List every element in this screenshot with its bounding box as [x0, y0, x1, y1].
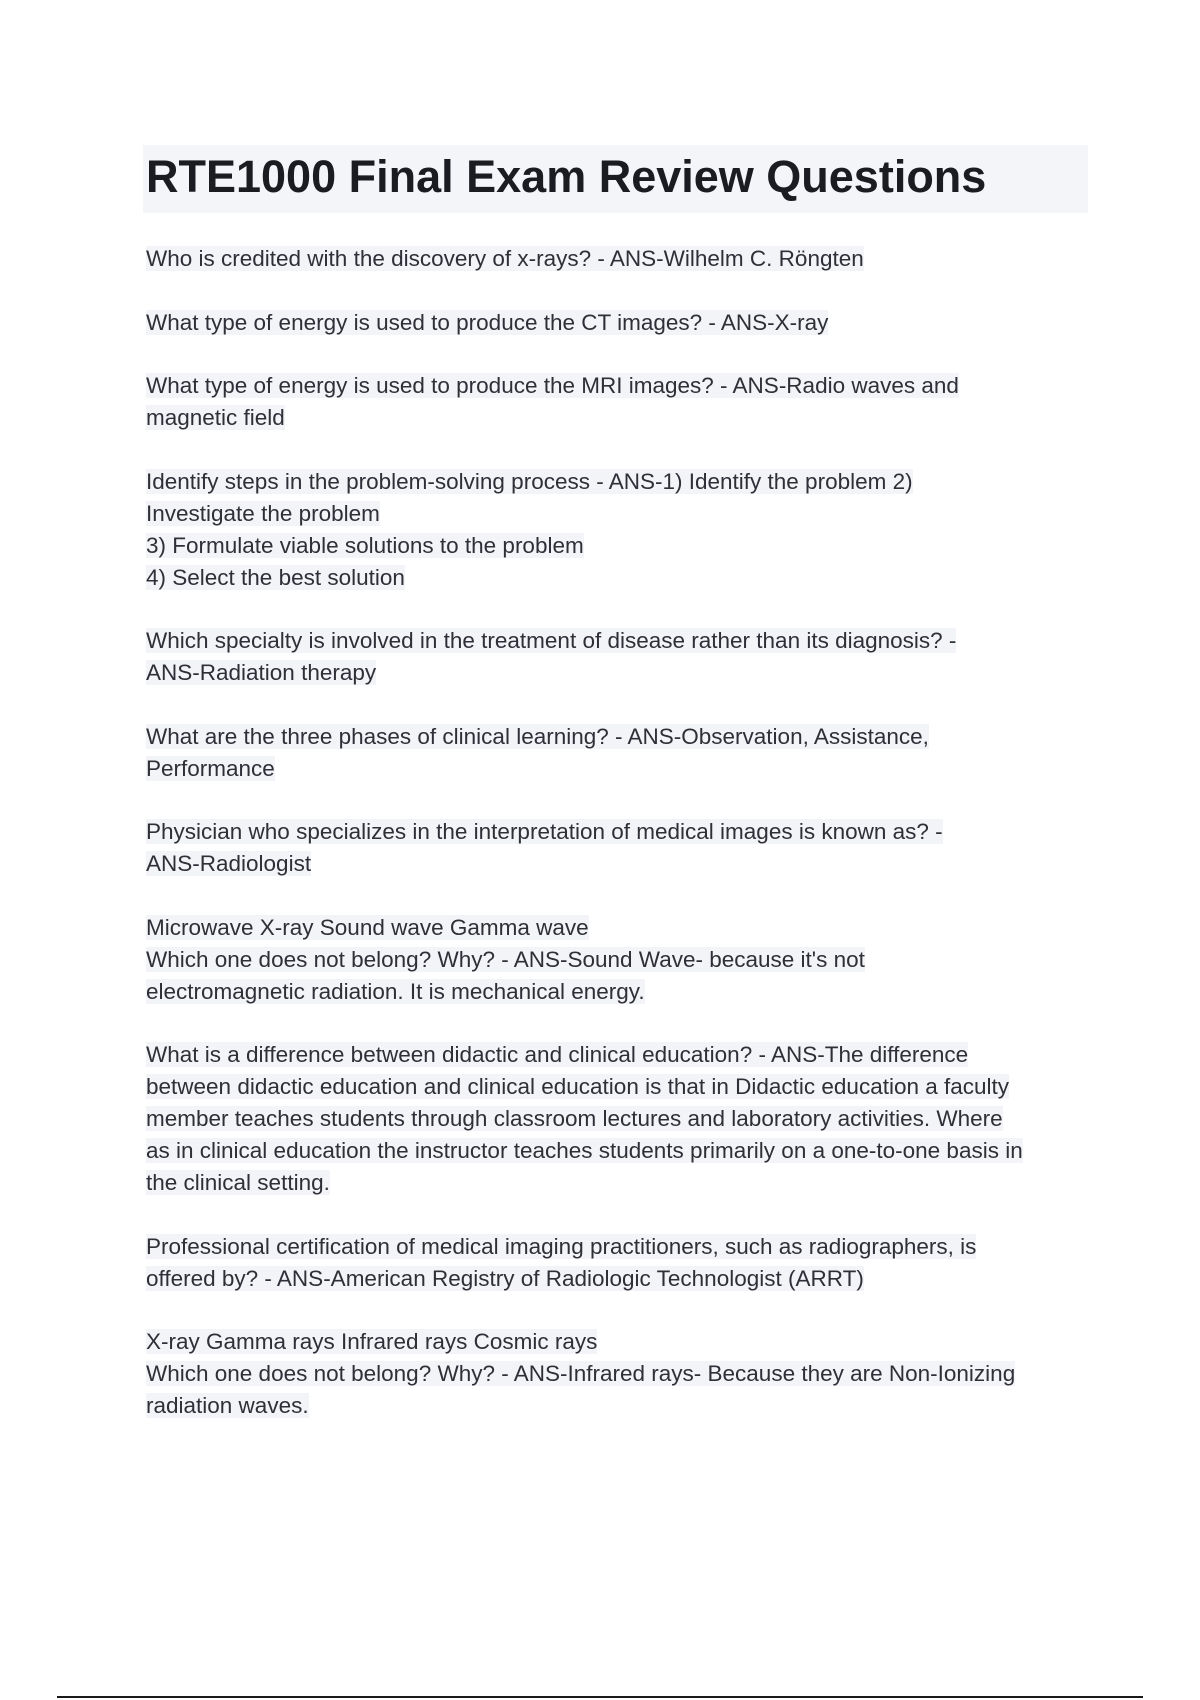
qa-item — [146, 1326, 1091, 1422]
qa-line — [146, 1263, 1091, 1295]
qa-line-text: Which specialty is involved in the treatment of disease rather than its diagnosis? - — [146, 628, 957, 653]
qa-line — [146, 307, 1091, 339]
qa-line-text: radiation waves. — [146, 1393, 309, 1418]
qa-line — [146, 816, 1091, 848]
qa-item — [146, 912, 1091, 1008]
qa-line-text: 3) Formulate viable solutions to the problem — [146, 532, 584, 558]
qa-line-text: 4) Select the best solution — [146, 564, 405, 590]
qa-line-text: What are the three phases of clinical learning? - ANS-Observation, Assistance, — [146, 723, 929, 749]
qa-item — [146, 721, 1091, 785]
qa-line — [146, 625, 1091, 657]
page-title: RTE1000 Final Exam Review Questions — [146, 151, 987, 202]
qa-line-text: magnetic field — [146, 405, 285, 430]
qa-line-text: Which one does not belong? Why? - ANS-Sound Wave- because it's not — [146, 946, 865, 972]
qa-item — [146, 625, 1091, 689]
qa-item — [146, 370, 1091, 434]
qa-line — [146, 402, 1091, 434]
qa-item — [146, 1039, 1091, 1199]
qa-line — [146, 1326, 1091, 1358]
qa-line — [146, 466, 1091, 498]
qa-line — [146, 944, 1091, 976]
qa-line — [146, 912, 1091, 944]
qa-line-text: the clinical setting. — [146, 1170, 330, 1195]
qa-item — [146, 466, 1091, 594]
qa-line — [146, 1358, 1091, 1390]
qa-line-text: Physician who specializes in the interpretation of medical images is known as? - — [146, 819, 943, 844]
qa-line-text: What type of energy is used to produce the CT images? - ANS-X-ray — [146, 309, 829, 335]
qa-line-text: What is a difference between didactic and clinical education? - ANS-The difference — [146, 1042, 969, 1067]
qa-line — [146, 753, 1091, 785]
qa-line-text: Identify steps in the problem-solving process - ANS-1) Identify the problem 2) — [146, 468, 913, 494]
qa-line — [146, 1231, 1091, 1263]
qa-line — [146, 562, 1091, 594]
qa-line-text: electromagnetic radiation. It is mechanical energy. — [146, 978, 645, 1004]
qa-line — [146, 498, 1091, 530]
qa-line-text: Investigate the problem — [146, 500, 380, 526]
qa-line — [146, 1039, 1091, 1071]
qa-line-text: Professional certification of medical imaging practitioners, such as radiographers, is — [146, 1233, 977, 1259]
qa-line-text: Who is credited with the discovery of x-rays? - ANS-Wilhelm C. Röngten — [146, 246, 864, 271]
qa-line — [146, 1071, 1091, 1103]
question-list — [146, 243, 1091, 1454]
qa-line — [146, 243, 1091, 275]
qa-line-text: What type of energy is used to produce the MRI images? - ANS-Radio waves and — [146, 373, 959, 398]
footer-rule — [57, 1696, 1143, 1698]
qa-line — [146, 1167, 1091, 1199]
qa-line — [146, 370, 1091, 402]
qa-line-text: Microwave X-ray Sound wave Gamma wave — [146, 914, 589, 940]
qa-line — [146, 1135, 1091, 1167]
qa-line — [146, 721, 1091, 753]
qa-line — [146, 657, 1091, 689]
qa-line — [146, 1390, 1091, 1422]
qa-line — [146, 976, 1091, 1008]
qa-line — [146, 848, 1091, 880]
qa-line-text: member teaches students through classroom lectures and laboratory activities. Where — [146, 1106, 1003, 1131]
qa-line-text: ANS-Radiologist — [146, 851, 312, 876]
qa-line-text: as in clinical education the instructor teaches students primarily on a one-to-one basis in — [146, 1138, 1023, 1163]
qa-line-text: X-ray Gamma rays Infrared rays Cosmic rays — [146, 1329, 598, 1354]
qa-line — [146, 530, 1091, 562]
qa-item — [146, 1231, 1091, 1295]
qa-line-text: Performance — [146, 755, 275, 781]
qa-line-text: offered by? - ANS-American Registry of Radiologic Technologist (ARRT) — [146, 1265, 864, 1291]
qa-line-text: between didactic education and clinical education is that in Didactic education a faculty — [146, 1074, 1010, 1099]
qa-item — [146, 243, 1091, 275]
qa-line-text: Which one does not belong? Why? - ANS-Infrared rays- Because they are Non-Ionizing — [146, 1361, 1016, 1386]
qa-item — [146, 816, 1091, 880]
qa-item — [146, 307, 1091, 339]
qa-line-text: ANS-Radiation therapy — [146, 660, 377, 685]
qa-line — [146, 1103, 1091, 1135]
